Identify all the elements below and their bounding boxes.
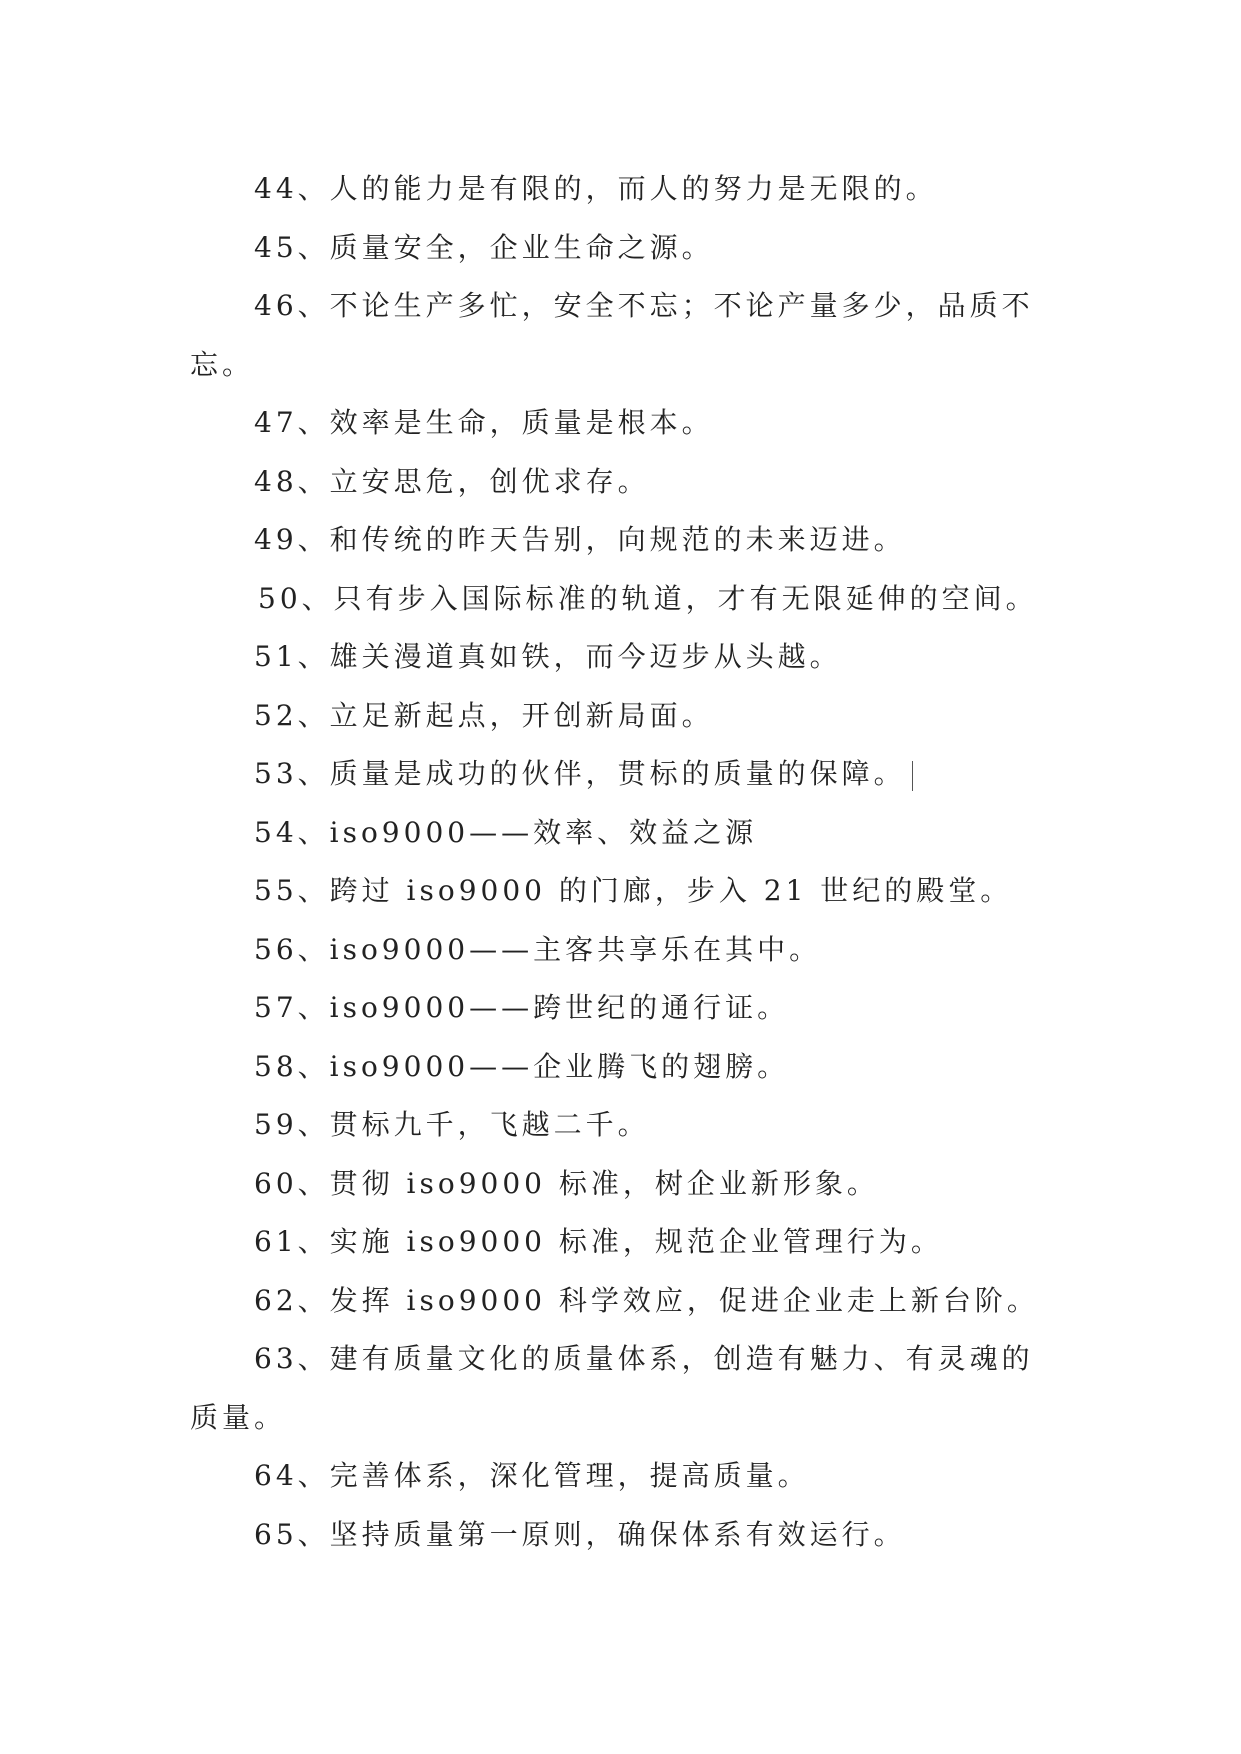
list-item-46-continuation: 忘。 — [190, 347, 255, 381]
list-item-56: 56、iso9000——主客共享乐在其中。 — [254, 932, 822, 966]
list-item-60: 60、贯彻 iso9000 标准，树企业新形象。 — [254, 1166, 879, 1200]
list-item-47: 47、效率是生命，质量是根本。 — [254, 406, 714, 439]
list-item-51: 51、雄关漫道真如铁，而今迈步从头越。 — [254, 640, 842, 673]
list-item-58: 58、iso9000——企业腾飞的翅膀。 — [254, 1049, 790, 1083]
list-item-54: 54、iso9000——效率、效益之源 — [254, 815, 758, 849]
list-item-57: 57、iso9000——跨世纪的通行证。 — [254, 991, 790, 1024]
document-body — [190, 160, 1060, 1564]
list-item-48: 48、立安思危，创优求存。 — [254, 464, 650, 498]
list-item-46: 46、不论生产多忙，安全不忘；不论产量多少，品质不 — [254, 289, 1034, 322]
list-item-53 — [190, 745, 1060, 804]
list-item-49: 49、和传统的昨天告别，向规范的未来迈进。 — [254, 523, 906, 556]
list-item-50: 50、只有步入国际标准的轨道，才有无限延伸的空间。 — [258, 581, 1038, 615]
list-item-63-continuation: 质量。 — [190, 1400, 287, 1434]
list-item-64: 64、完善体系，深化管理，提高质量。 — [254, 1459, 810, 1492]
list-item-45: 45、质量安全，企业生命之源。 — [254, 230, 714, 264]
list-item-62: 62、发挥 iso9000 科学效应，促进企业走上新台阶。 — [254, 1283, 1039, 1317]
list-item-52: 52、立足新起点，开创新局面。 — [254, 698, 714, 732]
list-item-61: 61、实施 iso9000 标准，规范企业管理行为。 — [254, 1225, 943, 1258]
list-item-59: 59、贯标九千，飞越二千。 — [254, 1108, 650, 1141]
list-item-65: 65、坚持质量第一原则，确保体系有效运行。 — [254, 1517, 906, 1551]
list-item-55: 55、跨过 iso9000 的门廊，步入 21 世纪的殿堂。 — [254, 874, 1013, 907]
text-cursor — [912, 761, 913, 791]
list-item-53-text: 53、质量是成功的伙伴，贯标的质量的保障。 — [254, 757, 906, 790]
list-item-44: 44、人的能力是有限的，而人的努力是无限的。 — [254, 172, 938, 205]
list-item-63: 63、建有质量文化的质量体系，创造有魅力、有灵魂的 — [254, 1342, 1034, 1375]
